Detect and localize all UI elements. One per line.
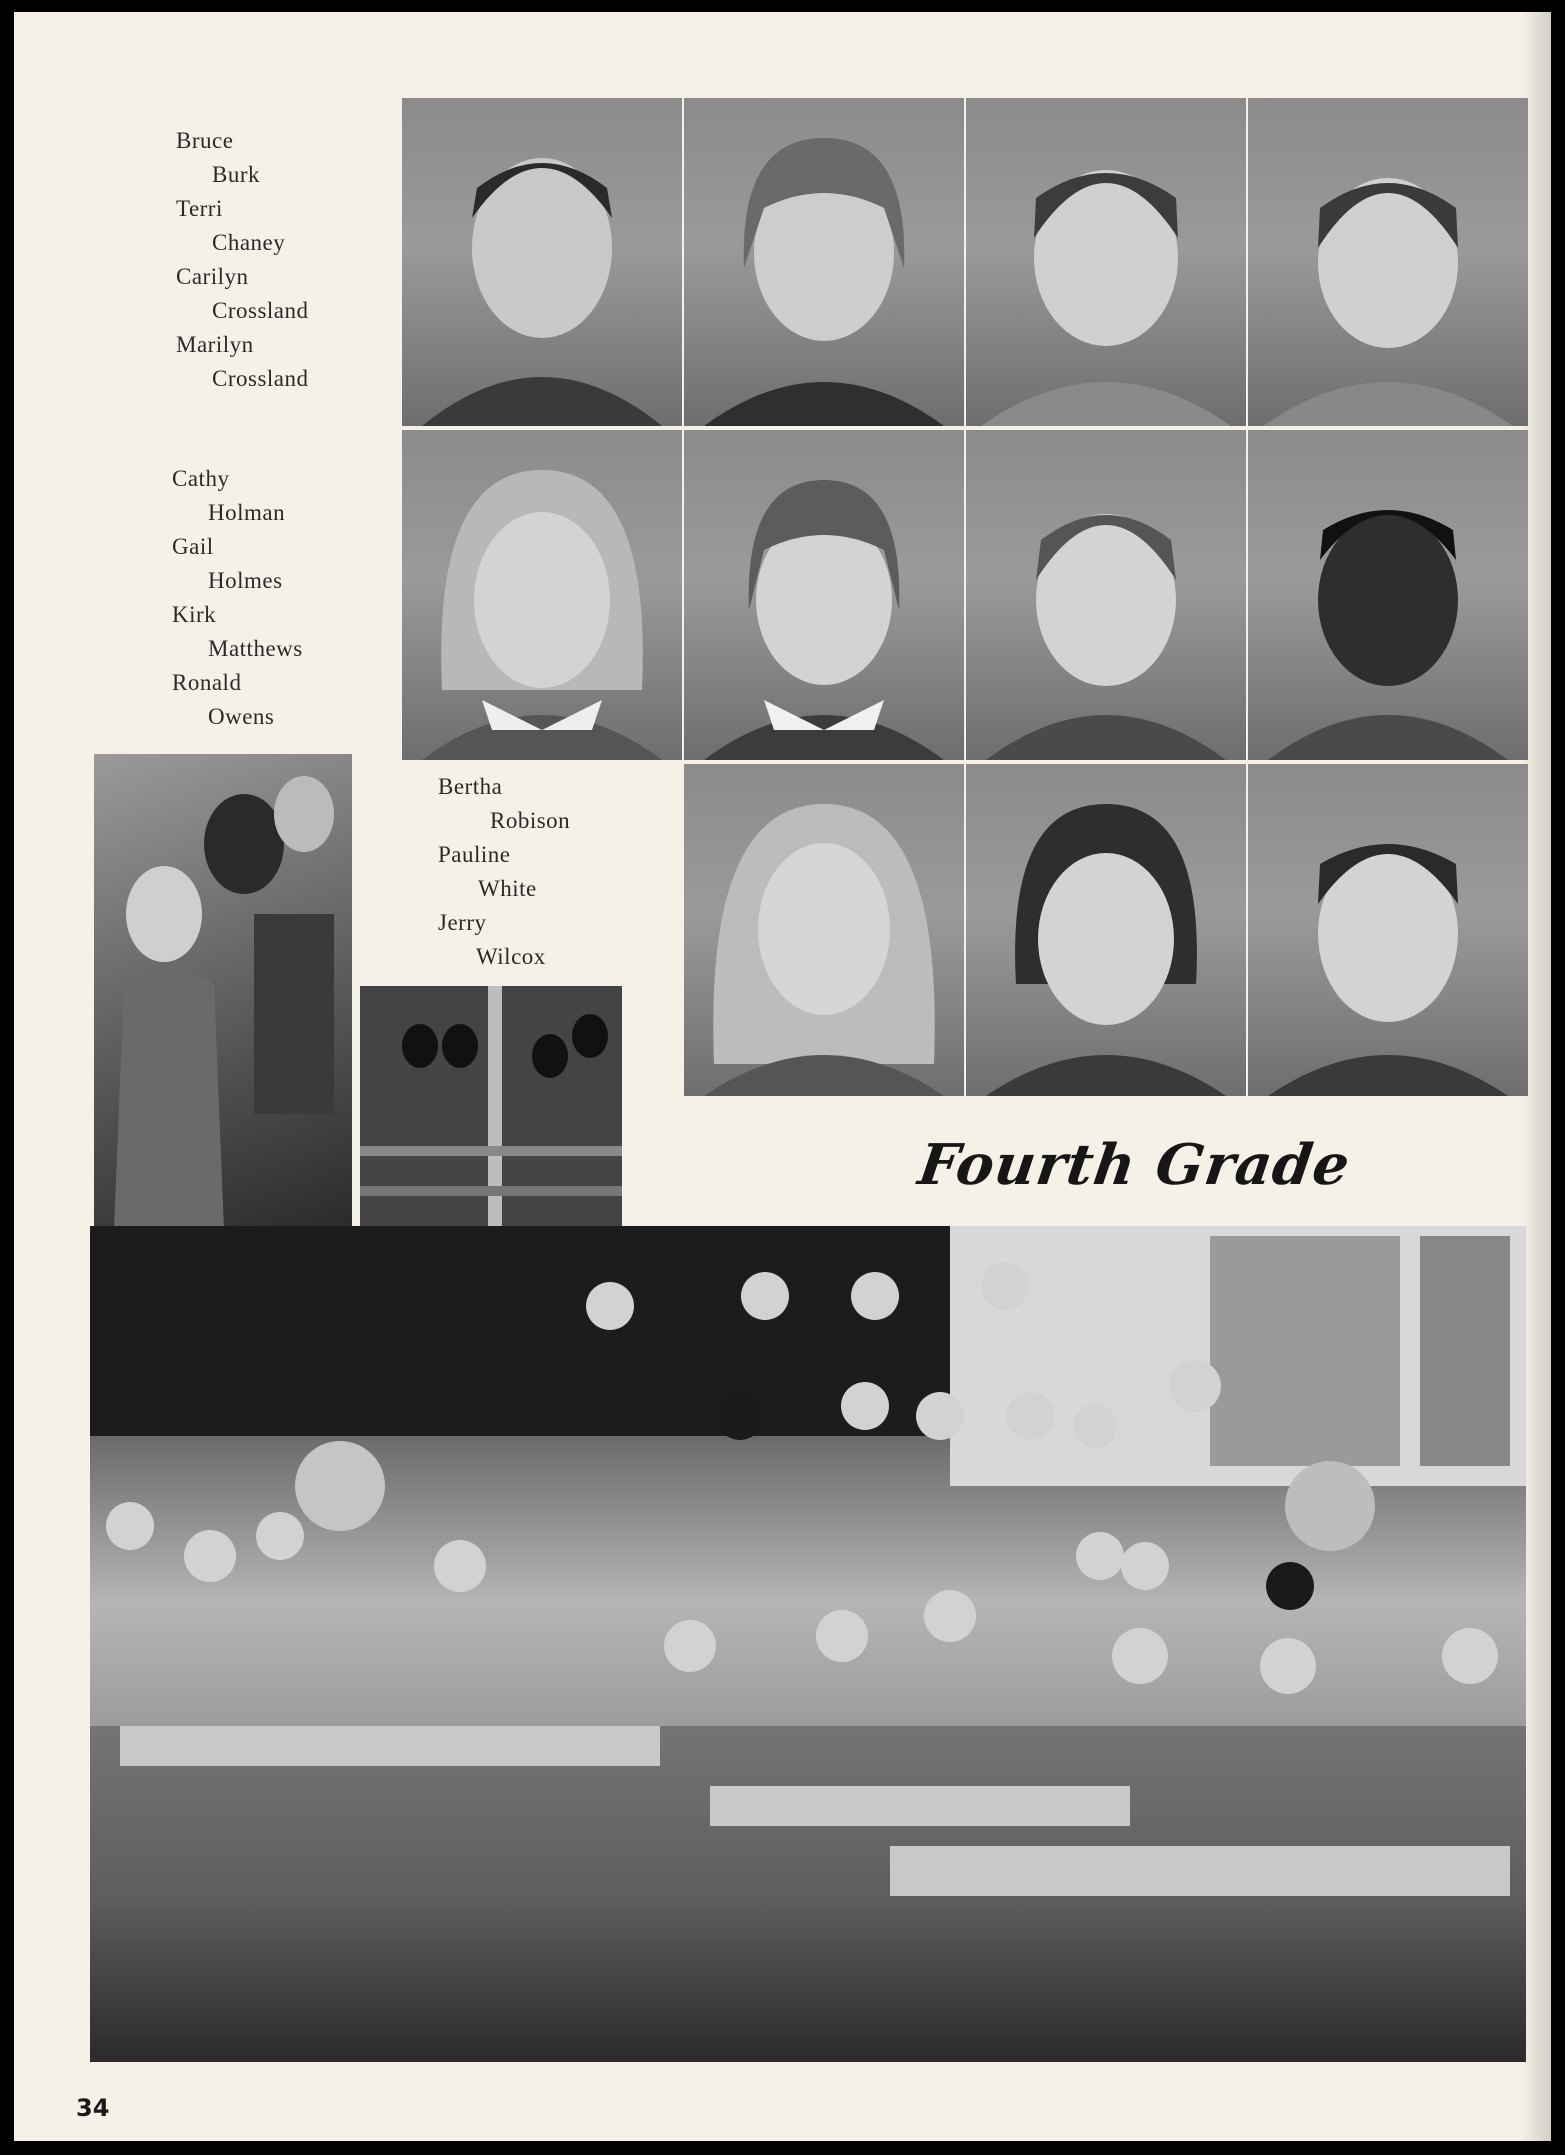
name-entry bbox=[438, 838, 570, 906]
last-name: Owens bbox=[208, 704, 275, 729]
last-name: Matthews bbox=[208, 636, 303, 661]
last-name: Burk bbox=[212, 162, 260, 187]
name-entry bbox=[438, 770, 570, 838]
student-portrait bbox=[402, 98, 682, 426]
last-name: Crossland bbox=[212, 298, 309, 323]
class-group-photo bbox=[90, 1226, 1526, 2062]
student-portrait bbox=[402, 430, 682, 760]
name-entry bbox=[172, 530, 303, 598]
student-portrait bbox=[1248, 98, 1528, 426]
last-name: White bbox=[478, 876, 537, 901]
name-entry bbox=[172, 462, 303, 530]
last-name: Wilcox bbox=[476, 944, 546, 969]
student-portrait bbox=[966, 430, 1246, 760]
page-number: 34 bbox=[76, 2094, 110, 2122]
last-name: Holman bbox=[208, 500, 286, 525]
first-name: Kirk bbox=[172, 602, 217, 627]
first-name: Bertha bbox=[438, 774, 503, 799]
name-entry bbox=[176, 192, 309, 260]
name-entry bbox=[438, 906, 570, 974]
name-list-row-2 bbox=[172, 462, 303, 734]
last-name: Robison bbox=[490, 808, 571, 833]
name-entry bbox=[176, 328, 309, 396]
last-name: Holmes bbox=[208, 568, 283, 593]
yearbook-page bbox=[14, 12, 1551, 2141]
first-name: Gail bbox=[172, 534, 214, 559]
student-portrait bbox=[966, 764, 1246, 1096]
name-entry bbox=[176, 124, 309, 192]
name-list-row-1 bbox=[176, 124, 309, 396]
first-name: Pauline bbox=[438, 842, 511, 867]
candid-photo bbox=[94, 754, 352, 1230]
name-entry bbox=[176, 260, 309, 328]
last-name: Chaney bbox=[212, 230, 286, 255]
first-name: Terri bbox=[176, 196, 223, 221]
first-name: Cathy bbox=[172, 466, 230, 491]
student-portrait bbox=[966, 98, 1246, 426]
first-name: Ronald bbox=[172, 670, 242, 695]
student-portrait bbox=[1248, 430, 1528, 760]
name-entry bbox=[172, 666, 303, 734]
first-name: Bruce bbox=[176, 128, 234, 153]
last-name: Crossland bbox=[212, 366, 309, 391]
name-list-row-3 bbox=[438, 770, 570, 974]
student-portrait bbox=[684, 764, 964, 1096]
first-name: Jerry bbox=[438, 910, 487, 935]
page-title: Fourth Grade bbox=[914, 1132, 1355, 1198]
student-portrait bbox=[684, 430, 964, 760]
name-entry bbox=[172, 598, 303, 666]
first-name: Marilyn bbox=[176, 332, 254, 357]
first-name: Carilyn bbox=[176, 264, 249, 289]
student-portrait bbox=[1248, 764, 1528, 1096]
student-portrait bbox=[684, 98, 964, 426]
candid-photo bbox=[360, 986, 622, 1230]
